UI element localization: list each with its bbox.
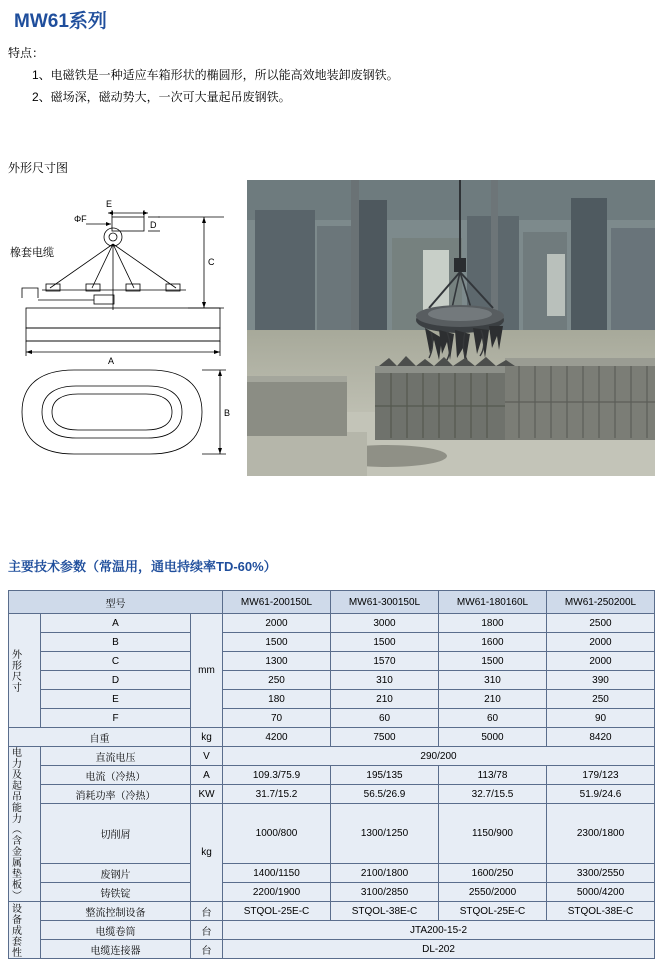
value: 2550/2000 [439,883,547,902]
value: 2200/1900 [223,883,331,902]
table-row [9,747,655,766]
label-B: B [224,408,231,418]
unit-kw: KW [191,785,223,804]
table-row [9,652,655,671]
model-col-4: MW61-250200L [547,591,655,614]
value-merged: JTA200-15-2 [223,921,655,940]
value: 3300/2550 [547,864,655,883]
param-d: D [41,671,191,690]
unit-set: 台 [191,940,223,959]
feature-item: 1、电磁铁是一种适应车箱形状的椭圆形，所以能高效地装卸废钢铁。 [32,68,399,82]
model-col-2: MW61-300150L [331,591,439,614]
value: 210 [439,690,547,709]
label-D: D [150,220,157,230]
param-rectifier: 整流控制设备 [41,902,191,921]
table-row [9,864,655,883]
table-header-row [9,591,655,614]
value: STQOL-25E-C [223,902,331,921]
label-F: ΦF [74,214,87,224]
value: 1000/800 [223,804,331,864]
group-dimensions-label: 外形尺寸 [9,648,21,693]
value: 4200 [223,728,331,747]
value: 179/123 [547,766,655,785]
param-chips: 切削屑 [41,804,191,864]
value: 195/135 [331,766,439,785]
value: 7500 [331,728,439,747]
param-a: A [41,614,191,633]
value: 1300/1250 [331,804,439,864]
value: 2100/1800 [331,864,439,883]
value: 1400/1150 [223,864,331,883]
unit-kg: kg [191,728,223,747]
value: 180 [223,690,331,709]
value: 310 [331,671,439,690]
value: 250 [223,671,331,690]
param-c: C [41,652,191,671]
group-dimensions [9,614,41,728]
value: 310 [439,671,547,690]
value: 2000 [547,652,655,671]
param-e: E [41,690,191,709]
product-photo [247,180,655,476]
value: 8420 [547,728,655,747]
value: 2000 [547,633,655,652]
param-current: 电流（冷热） [41,766,191,785]
value: 5000 [439,728,547,747]
value: 70 [223,709,331,728]
param-b: B [41,633,191,652]
value: STQOL-25E-C [439,902,547,921]
value: 1800 [439,614,547,633]
param-cable-reel: 电缆卷筒 [41,921,191,940]
value-merged: 290/200 [223,747,655,766]
page-title: MW61系列 [14,11,107,32]
model-col-1: MW61-200150L [223,591,331,614]
value: 2300/1800 [547,804,655,864]
value: 1150/900 [439,804,547,864]
param-cast-ingot: 铸铁锭 [41,883,191,902]
value: 90 [547,709,655,728]
value: 390 [547,671,655,690]
group-accessories-label: 设备成套性 [9,902,21,958]
table-row [9,883,655,902]
param-cable-connector: 电缆连接器 [41,940,191,959]
param-f: F [41,709,191,728]
model-col-3: MW61-180160L [439,591,547,614]
table-row [9,766,655,785]
unit-set: 台 [191,902,223,921]
value: 60 [439,709,547,728]
value: 31.7/15.2 [223,785,331,804]
value: 5000/4200 [547,883,655,902]
value: 1500 [223,633,331,652]
table-row [9,690,655,709]
unit-a: A [191,766,223,785]
table-row [9,785,655,804]
value: 109.3/75.9 [223,766,331,785]
value: 32.7/15.5 [439,785,547,804]
value: 1600 [439,633,547,652]
dimension-drawing-label: 外形尺寸图 [8,161,69,175]
specs-table [8,590,655,959]
value: 1500 [331,633,439,652]
unit-set: 台 [191,921,223,940]
group-power-lift [9,747,41,902]
features-label: 特点： [8,46,45,60]
value: STQOL-38E-C [547,902,655,921]
value: 210 [331,690,439,709]
table-row [9,671,655,690]
label-E: E [106,199,113,209]
table-row [9,709,655,728]
unit-v: V [191,747,223,766]
value: 1600/250 [439,864,547,883]
value: 60 [331,709,439,728]
value: STQOL-38E-C [331,902,439,921]
value: 1500 [439,652,547,671]
value: 1300 [223,652,331,671]
param-weight: 自重 [9,728,191,747]
model-header: 型号 [9,591,223,614]
cable-label: 橡套电缆 [10,247,54,259]
unit-mm: mm [191,614,223,728]
param-voltage: 直流电压 [41,747,191,766]
value: 250 [547,690,655,709]
value: 56.5/26.9 [331,785,439,804]
label-C: C [208,257,215,267]
value: 2000 [223,614,331,633]
table-row [9,902,655,921]
dimension-drawing [8,180,240,470]
value: 51.9/24.6 [547,785,655,804]
value: 3000 [331,614,439,633]
feature-item: 2、磁场深，磁动势大，一次可大量起吊废钢铁。 [32,90,291,104]
table-row [9,940,655,959]
table-row [9,921,655,940]
group-power-lift-label: 电力及起吊能力（含金属垫板） [9,747,21,901]
table-row [9,633,655,652]
value: 3100/2850 [331,883,439,902]
specs-heading: 主要技术参数（常温用，通电持续率TD-60%） [8,559,277,574]
param-power: 消耗功率（冷热） [41,785,191,804]
value: 1570 [331,652,439,671]
table-row [9,804,655,864]
value: 113/78 [439,766,547,785]
value: 2500 [547,614,655,633]
table-row [9,728,655,747]
label-A: A [108,356,115,366]
value-merged: DL-202 [223,940,655,959]
table-row [9,614,655,633]
unit-kg: kg [191,804,223,902]
group-accessories [9,902,41,959]
param-scrap-sheet: 废钢片 [41,864,191,883]
